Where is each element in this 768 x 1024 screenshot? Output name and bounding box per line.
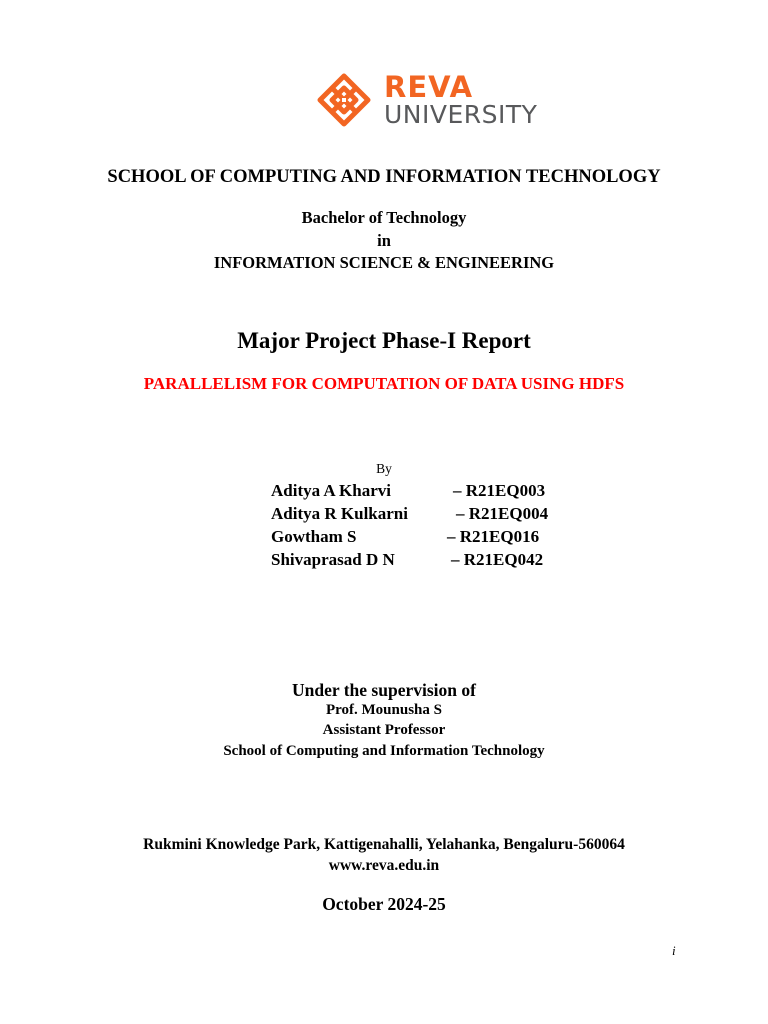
list-item	[271, 479, 591, 502]
supervisor-name: Prof. Mounusha S	[325, 702, 442, 718]
student-usn: – R21EQ042	[451, 550, 544, 569]
list-item	[271, 525, 591, 548]
branch-name: INFORMATION SCIENCE & ENGINEERING	[213, 253, 555, 272]
list-item	[271, 548, 591, 571]
page-number: i	[672, 943, 676, 958]
university-address: Rukmini Knowledge Park, Kattigenahalli, Yelahanka, Bengaluru-560064	[143, 836, 625, 853]
student-name: Gowtham S	[271, 527, 357, 546]
degree-name: Bachelor of Technology	[301, 208, 467, 227]
list-item	[271, 502, 591, 525]
student-name: Shivaprasad D N	[271, 550, 395, 569]
student-usn: – R21EQ016	[447, 527, 540, 546]
student-name: Aditya A Kharvi	[271, 481, 391, 500]
interlaced-knot-icon	[316, 72, 372, 128]
logo-brand-primary: REVA	[384, 70, 474, 104]
student-list	[271, 479, 591, 571]
by-label: By	[376, 461, 392, 476]
supervisor-designation: Assistant Professor	[322, 722, 446, 738]
university-logo	[316, 70, 568, 132]
student-usn: – R21EQ003	[453, 481, 546, 500]
project-title: PARALLELISM FOR COMPUTATION OF DATA USING HDFS	[143, 374, 625, 393]
supervision-label: Under the supervision of	[292, 680, 476, 700]
school-name: SCHOOL OF COMPUTING AND INFORMATION TECHNOLOGY	[107, 167, 661, 187]
supervisor-department: School of Computing and Information Technology	[223, 743, 545, 759]
logo-brand-secondary: UNIVERSITY	[384, 100, 538, 129]
student-usn: – R21EQ004	[456, 504, 549, 523]
university-website: www.reva.edu.in	[328, 857, 440, 874]
student-name: Aditya R Kulkarni	[271, 504, 408, 523]
report-date: October 2024-25	[322, 894, 446, 914]
report-title: Major Project Phase-I Report	[237, 328, 531, 353]
degree-connector: in	[377, 231, 391, 250]
